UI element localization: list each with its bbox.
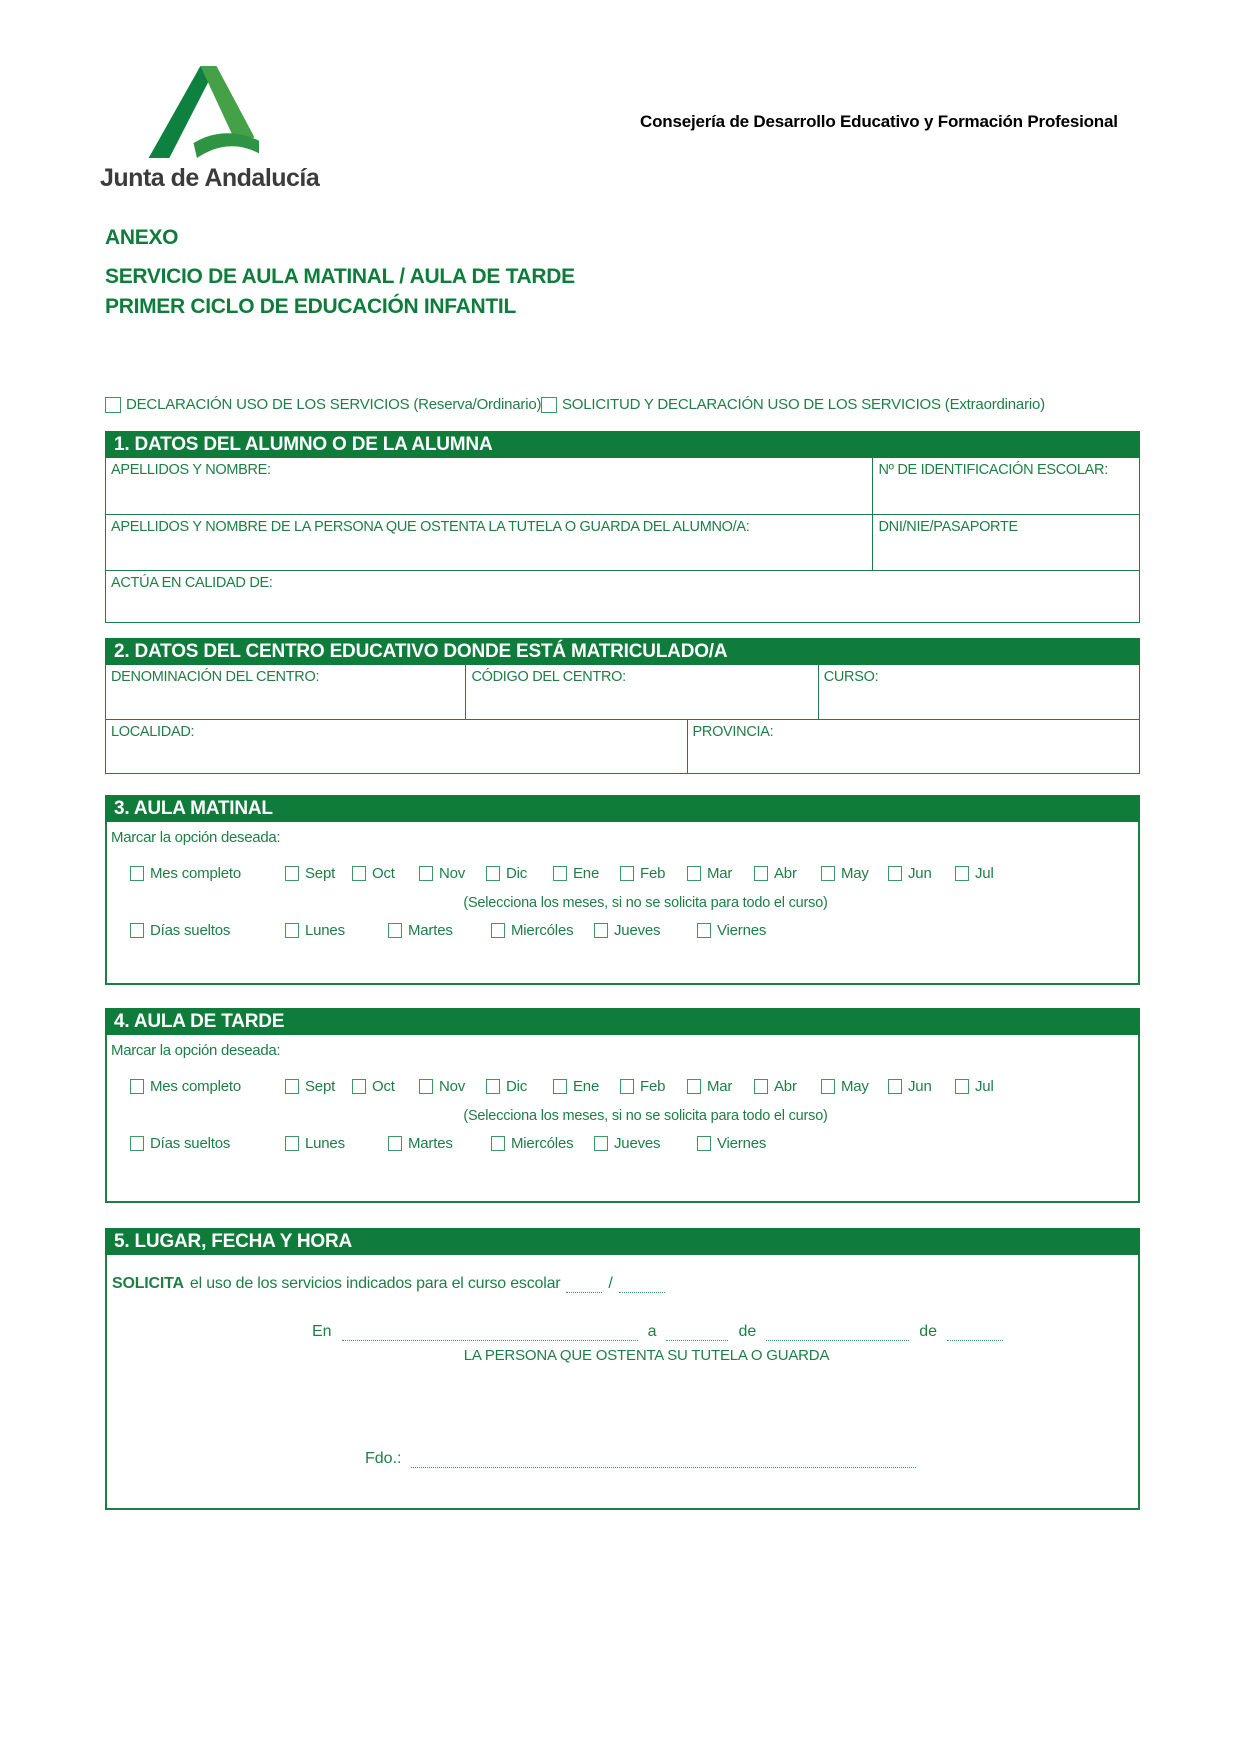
s4-month-jul-option[interactable]: Jul xyxy=(955,1078,1022,1095)
solicitud-extraordinario-label: SOLICITUD Y DECLARACIÓN USO DE LOS SERVICIOS (Extraordinario) xyxy=(562,396,1045,413)
s3-month-mar-option[interactable]: Mar xyxy=(687,865,754,882)
s3-day-lunes-option[interactable]: Lunes xyxy=(285,922,388,939)
s3-instruction: Marcar la opción deseada: xyxy=(111,829,281,846)
curso-escolar-year2-blank[interactable] xyxy=(619,1278,665,1293)
s3-day-martes-option[interactable]: Martes xyxy=(388,922,491,939)
s3-month-may-option[interactable]: May xyxy=(821,865,888,882)
consejeria-title: Consejería de Desarrollo Educativo y Formación Profesional xyxy=(640,112,1118,131)
s4-months-row xyxy=(130,1078,1138,1095)
actua-calidad-label: ACTÚA EN CALIDAD DE: xyxy=(111,575,273,591)
s3-month-feb-checkbox[interactable] xyxy=(620,866,634,881)
s4-dias-sueltos-label: Días sueltos xyxy=(150,1135,231,1152)
s3-months-row xyxy=(130,865,1138,882)
s4-month-nov-checkbox[interactable] xyxy=(419,1079,433,1094)
solicita-text: el uso de los servicios indicados para el curso escolar xyxy=(189,1275,561,1292)
section1-header: 1. DATOS DEL ALUMNO O DE LA ALUMNA xyxy=(105,431,1140,458)
identificacion-escolar-field[interactable] xyxy=(872,458,1139,514)
declaration-type-row xyxy=(105,396,1140,413)
section1-table xyxy=(105,458,1140,623)
lugar-fecha-box xyxy=(105,1255,1140,1510)
s4-day-martes-checkbox[interactable] xyxy=(388,1136,402,1151)
s3-month-sept-checkbox[interactable] xyxy=(285,866,299,881)
curso-field[interactable] xyxy=(818,665,1139,719)
s4-month-mar-option[interactable]: Mar xyxy=(687,1078,754,1095)
tutor-nombre-field[interactable] xyxy=(106,515,872,570)
s3-days-row xyxy=(130,922,1138,939)
denominacion-centro-field[interactable] xyxy=(106,665,465,719)
s3-month-jul-option[interactable]: Jul xyxy=(955,865,1022,882)
document-title xyxy=(105,262,575,322)
s3-dias-sueltos-checkbox[interactable] xyxy=(130,923,144,938)
apellidos-nombre-label: APELLIDOS Y NOMBRE: xyxy=(111,462,271,478)
s4-month-ene-checkbox[interactable] xyxy=(553,1079,567,1094)
s3-dias-sueltos-option[interactable] xyxy=(130,922,285,939)
s4-month-abr-checkbox[interactable] xyxy=(754,1079,768,1094)
s4-dias-sueltos-option[interactable] xyxy=(130,1135,285,1152)
s4-month-may-option[interactable]: May xyxy=(821,1078,888,1095)
solicitud-extraordinario-option[interactable] xyxy=(541,396,1045,413)
codigo-centro-label: CÓDIGO DEL CENTRO: xyxy=(471,669,626,685)
solicita-line xyxy=(112,1275,1138,1293)
s3-month-nov-checkbox[interactable] xyxy=(419,866,433,881)
lugar-blank[interactable] xyxy=(342,1326,638,1341)
s3-month-jun-option[interactable]: Jun xyxy=(888,865,955,882)
s3-month-ene-checkbox[interactable] xyxy=(553,866,567,881)
dia-blank[interactable] xyxy=(666,1326,728,1341)
s3-day-viernes-checkbox[interactable] xyxy=(697,923,711,938)
s4-instruction: Marcar la opción deseada: xyxy=(111,1042,281,1059)
persona-tutela-line: LA PERSONA QUE OSTENTA SU TUTELA O GUARDA xyxy=(463,1347,830,1364)
fdo-label: Fdo.: xyxy=(365,1450,402,1467)
fecha-en-label: En xyxy=(312,1323,332,1340)
s3-mes-completo-label: Mes completo xyxy=(150,865,241,882)
localidad-field[interactable] xyxy=(106,720,687,773)
s4-month-may-checkbox[interactable] xyxy=(821,1079,835,1094)
s4-month-jul-checkbox[interactable] xyxy=(955,1079,969,1094)
fecha-de2-label: de xyxy=(919,1323,938,1340)
s4-mes-completo-label: Mes completo xyxy=(150,1078,241,1095)
identificacion-escolar-label: Nº DE IDENTIFICACIÓN ESCOLAR: xyxy=(878,462,1108,478)
s4-month-oct-checkbox[interactable] xyxy=(352,1079,366,1094)
s3-months-note: (Selecciona los meses, si no se solicita para todo el curso) xyxy=(463,895,828,911)
s4-day-miercoles-option[interactable]: Miercóles xyxy=(491,1135,594,1152)
section-aula-tarde xyxy=(105,1008,1140,1203)
document-title-line1: SERVICIO DE AULA MATINAL / AULA DE TARDE xyxy=(105,265,575,288)
s4-months-note: (Selecciona los meses, si no se solicita para todo el curso) xyxy=(463,1108,828,1124)
firma-line xyxy=(365,1450,1138,1468)
s3-day-miercoles-option[interactable]: Miercóles xyxy=(491,922,594,939)
section-aula-matinal xyxy=(105,795,1140,985)
dni-label: DNI/NIE/PASAPORTE xyxy=(878,519,1018,535)
codigo-centro-field[interactable] xyxy=(465,665,817,719)
firma-blank[interactable] xyxy=(411,1453,916,1468)
s4-mes-completo-option[interactable] xyxy=(130,1078,285,1095)
s3-month-mar-checkbox[interactable] xyxy=(687,866,701,881)
s3-month-abr-checkbox[interactable] xyxy=(754,866,768,881)
solicitud-extraordinario-checkbox[interactable] xyxy=(541,397,557,413)
s3-month-sept-option[interactable]: Sept xyxy=(285,865,352,882)
s3-day-jueves-checkbox[interactable] xyxy=(594,923,608,938)
aula-matinal-box xyxy=(105,822,1140,985)
section-datos-centro xyxy=(105,638,1140,774)
s3-month-dic-checkbox[interactable] xyxy=(486,866,500,881)
mes-blank[interactable] xyxy=(766,1326,909,1341)
document-title-line2: PRIMER CICLO DE EDUCACIÓN INFANTIL xyxy=(105,294,516,318)
s4-month-feb-checkbox[interactable] xyxy=(620,1079,634,1094)
declaracion-ordinario-label: DECLARACIÓN USO DE LOS SERVICIOS (Reserva/Ordinario) xyxy=(126,396,542,413)
provincia-field[interactable] xyxy=(687,720,1139,773)
fecha-line xyxy=(312,1323,1138,1341)
s4-day-martes-option[interactable]: Martes xyxy=(388,1135,491,1152)
s4-day-jueves-checkbox[interactable] xyxy=(594,1136,608,1151)
s3-day-martes-checkbox[interactable] xyxy=(388,923,402,938)
s4-day-jueves-option[interactable]: Jueves xyxy=(594,1135,697,1152)
provincia-label: PROVINCIA: xyxy=(692,724,774,740)
s3-day-miercoles-checkbox[interactable] xyxy=(491,923,505,938)
s4-month-dic-option[interactable]: Dic xyxy=(486,1078,553,1095)
s4-month-mar-checkbox[interactable] xyxy=(687,1079,701,1094)
s3-month-oct-option[interactable]: Oct xyxy=(352,865,419,882)
s4-month-jun-option[interactable]: Jun xyxy=(888,1078,955,1095)
junta-andalucia-a-icon xyxy=(146,66,264,158)
s3-month-ene-option[interactable]: Ene xyxy=(553,865,620,882)
anio-blank[interactable] xyxy=(947,1326,1003,1341)
section4-header: 4. AULA DE TARDE xyxy=(105,1008,1140,1035)
s4-month-ene-option[interactable]: Ene xyxy=(553,1078,620,1095)
section2-header: 2. DATOS DEL CENTRO EDUCATIVO DONDE ESTÁ MATRICULADO/A xyxy=(105,638,1140,665)
section2-table xyxy=(105,665,1140,774)
s4-dias-sueltos-checkbox[interactable] xyxy=(130,1136,144,1151)
s3-month-abr-option[interactable]: Abr xyxy=(754,865,821,882)
localidad-label: LOCALIDAD: xyxy=(111,724,195,740)
s3-mes-completo-option[interactable] xyxy=(130,865,285,882)
curso-label: CURSO: xyxy=(823,669,879,685)
curso-escolar-year1-blank[interactable] xyxy=(566,1278,602,1293)
s4-day-miercoles-checkbox[interactable] xyxy=(491,1136,505,1151)
s4-month-sept-option[interactable]: Sept xyxy=(285,1078,352,1095)
s4-day-lunes-checkbox[interactable] xyxy=(285,1136,299,1151)
s4-day-viernes-checkbox[interactable] xyxy=(697,1136,711,1151)
s3-month-oct-checkbox[interactable] xyxy=(352,866,366,881)
s4-month-jun-checkbox[interactable] xyxy=(888,1079,902,1094)
fecha-de1-label: de xyxy=(738,1323,757,1340)
s3-month-jul-checkbox[interactable] xyxy=(955,866,969,881)
section-lugar-fecha xyxy=(105,1228,1140,1510)
s4-days-row xyxy=(130,1135,1138,1152)
fecha-a-label: a xyxy=(647,1323,657,1340)
s3-mes-completo-checkbox[interactable] xyxy=(130,866,144,881)
s3-month-may-checkbox[interactable] xyxy=(821,866,835,881)
s4-month-oct-option[interactable]: Oct xyxy=(352,1078,419,1095)
s4-day-lunes-option[interactable]: Lunes xyxy=(285,1135,388,1152)
declaracion-ordinario-option[interactable] xyxy=(105,396,541,413)
s3-day-lunes-checkbox[interactable] xyxy=(285,923,299,938)
section3-header: 3. AULA MATINAL xyxy=(105,795,1140,822)
actua-calidad-field[interactable] xyxy=(106,571,1139,622)
s4-month-feb-option[interactable]: Feb xyxy=(620,1078,687,1095)
apellidos-nombre-field[interactable] xyxy=(106,458,872,514)
junta-andalucia-logo xyxy=(100,66,320,193)
s3-month-dic-option[interactable]: Dic xyxy=(486,865,553,882)
section-datos-alumno xyxy=(105,431,1140,623)
section5-header: 5. LUGAR, FECHA Y HORA xyxy=(105,1228,1140,1255)
s3-day-jueves-option[interactable]: Jueves xyxy=(594,922,697,939)
s4-month-sept-checkbox[interactable] xyxy=(285,1079,299,1094)
logo-caption: Junta de Andalucía xyxy=(100,164,320,192)
curso-escolar-slash: / xyxy=(608,1275,613,1292)
s3-month-jun-checkbox[interactable] xyxy=(888,866,902,881)
aula-tarde-box xyxy=(105,1035,1140,1203)
anexo-heading: ANEXO xyxy=(105,226,179,249)
s3-month-feb-option[interactable]: Feb xyxy=(620,865,687,882)
denominacion-centro-label: DENOMINACIÓN DEL CENTRO: xyxy=(111,669,320,685)
dni-field[interactable] xyxy=(872,515,1139,570)
s3-month-nov-option[interactable]: Nov xyxy=(419,865,486,882)
s4-month-abr-option[interactable]: Abr xyxy=(754,1078,821,1095)
s3-day-viernes-option[interactable]: Viernes xyxy=(697,922,800,939)
tutor-nombre-label: APELLIDOS Y NOMBRE DE LA PERSONA QUE OSTENTA LA TUTELA O GUARDA DEL ALUMNO/A: xyxy=(111,519,750,535)
solicita-keyword: SOLICITA xyxy=(112,1275,184,1292)
s4-month-dic-checkbox[interactable] xyxy=(486,1079,500,1094)
s4-day-viernes-option[interactable]: Viernes xyxy=(697,1135,800,1152)
s3-dias-sueltos-label: Días sueltos xyxy=(150,922,231,939)
s4-mes-completo-checkbox[interactable] xyxy=(130,1079,144,1094)
s4-month-nov-option[interactable]: Nov xyxy=(419,1078,486,1095)
declaracion-ordinario-checkbox[interactable] xyxy=(105,397,121,413)
